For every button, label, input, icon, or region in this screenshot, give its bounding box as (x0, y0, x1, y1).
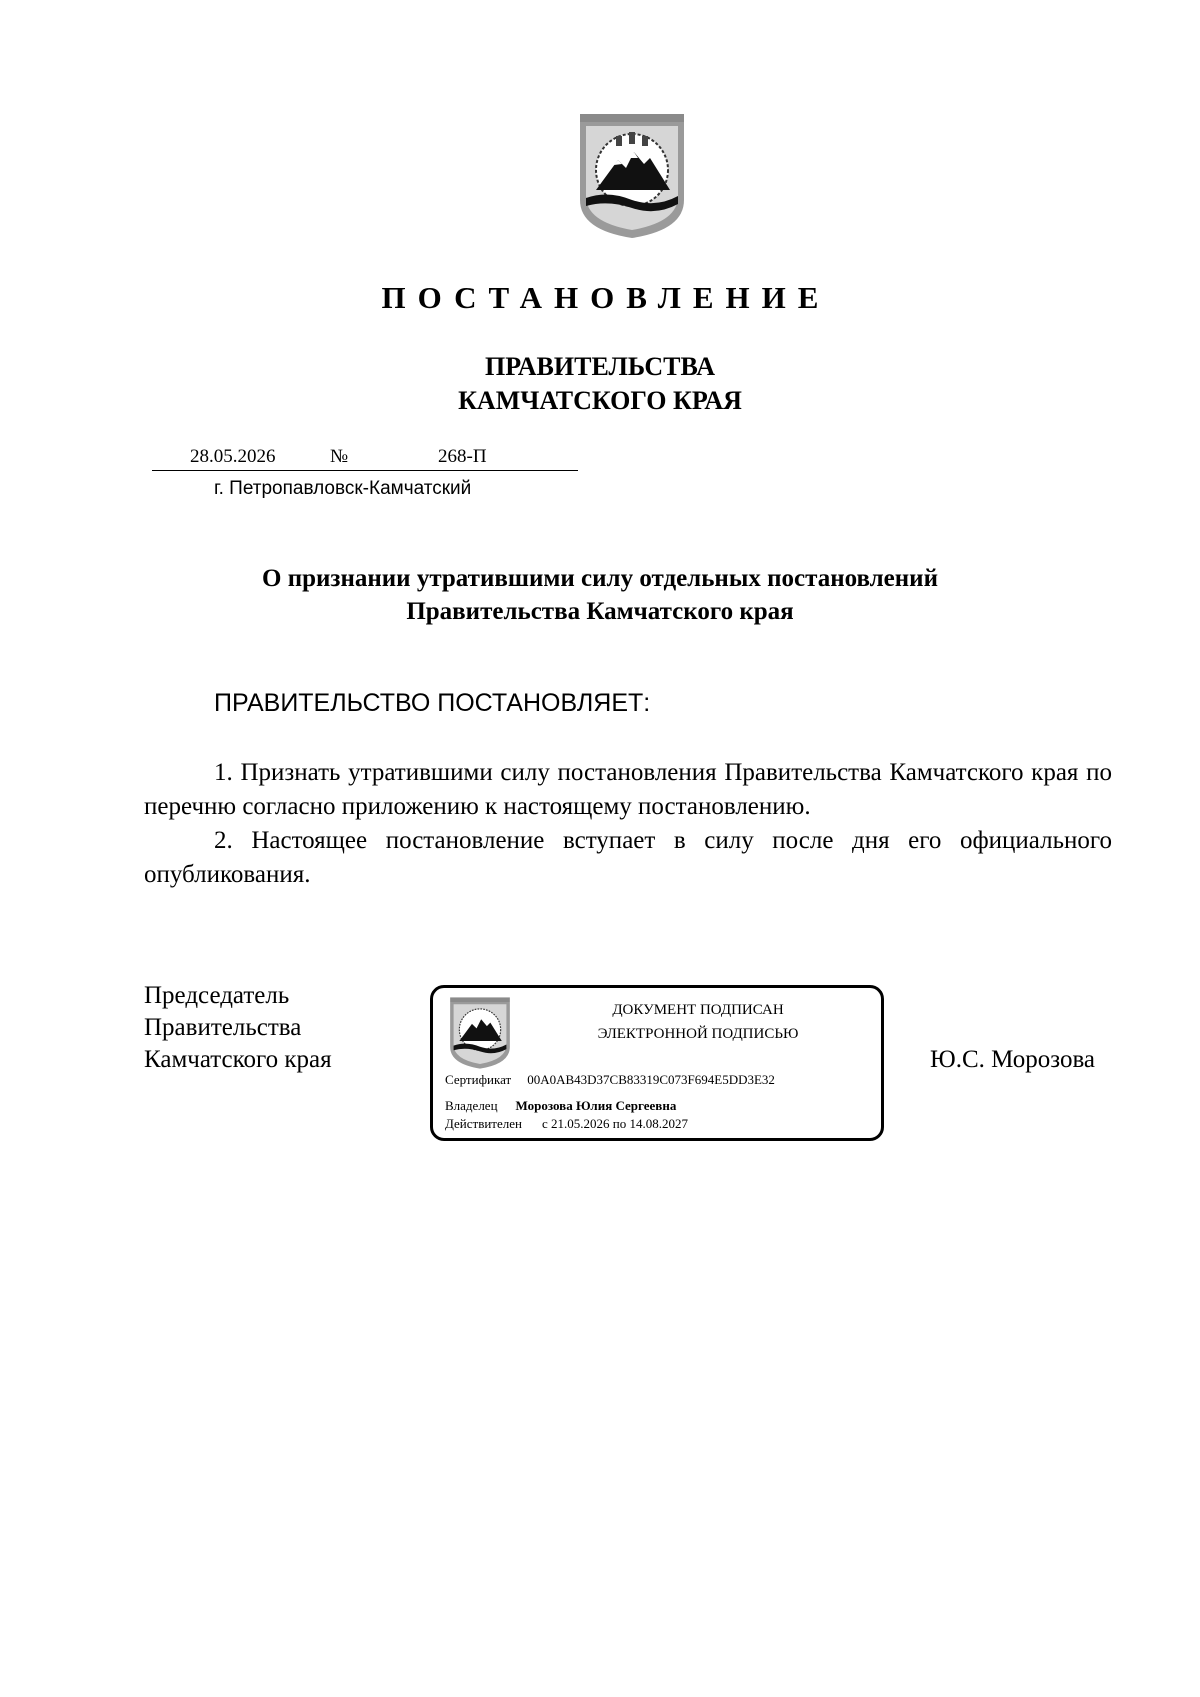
document-number: 268-П (438, 446, 487, 467)
certificate-value: 00A0AB43D37CB83319C073F694E5DD3E32 (527, 1072, 775, 1087)
paragraph-1: 1. Признать утратившими силу постановления Правительства Камчатского края по перечню согласно приложению к настоящему постановлению. (144, 759, 1112, 820)
number-sign: № (330, 446, 349, 467)
kamchatka-coat-of-arms-icon (578, 112, 686, 240)
owner-label: Владелец (445, 1098, 498, 1113)
subject-line-1: О признании утратившими силу отдельных постановлений (262, 565, 938, 592)
registration-line (152, 440, 578, 471)
signatory-title-line-2: Правительства (144, 1014, 302, 1041)
validity-value: с 21.05.2026 по 14.08.2027 (541, 1116, 688, 1131)
issuer-line-1: ПРАВИТЕЛЬСТВА (485, 352, 715, 381)
owner-row (445, 1098, 676, 1114)
validity-label: Действителен (445, 1116, 522, 1131)
digital-signature-heading-line-1: ДОКУМЕНТ ПОДПИСАН (612, 1002, 784, 1018)
paragraph-2: 2. Настоящее постановление вступает в силу после дня его официального опубликования. (144, 827, 1112, 888)
kamchatka-coat-of-arms-icon (449, 996, 511, 1070)
signatory-title-line-3: Камчатского края (144, 1046, 332, 1073)
issuer-line-2: КАМЧАТСКОГО КРАЯ (458, 386, 742, 415)
digital-signature-heading-line-2: ЭЛЕКТРОННОЙ ПОДПИСЬЮ (597, 1026, 799, 1042)
certificate-row (445, 1072, 775, 1088)
document-date: 28.05.2026 (190, 446, 276, 467)
preamble: ПРАВИТЕЛЬСТВО ПОСТАНОВЛЯЕТ: (214, 689, 651, 717)
document-subject (0, 562, 1200, 628)
subject-line-2: Правительства Камчатского края (406, 598, 794, 625)
digital-signature-stamp (430, 985, 884, 1141)
certificate-label: Сертификат (445, 1072, 512, 1087)
issuer-name (0, 350, 1200, 418)
signatory-name: Ю.С. Морозова (930, 1046, 1096, 1073)
owner-value: Морозова Юлия Сергеевна (515, 1098, 677, 1113)
validity-row (445, 1116, 688, 1132)
digital-signature-heading (533, 998, 863, 1046)
signatory-title (144, 980, 332, 1076)
city-name: г. Петропавловск-Камчатский (214, 478, 472, 499)
signatory-title-line-1: Председатель (144, 982, 290, 1009)
document-type-title: ПОСТАНОВЛЕНИЕ (381, 280, 831, 315)
